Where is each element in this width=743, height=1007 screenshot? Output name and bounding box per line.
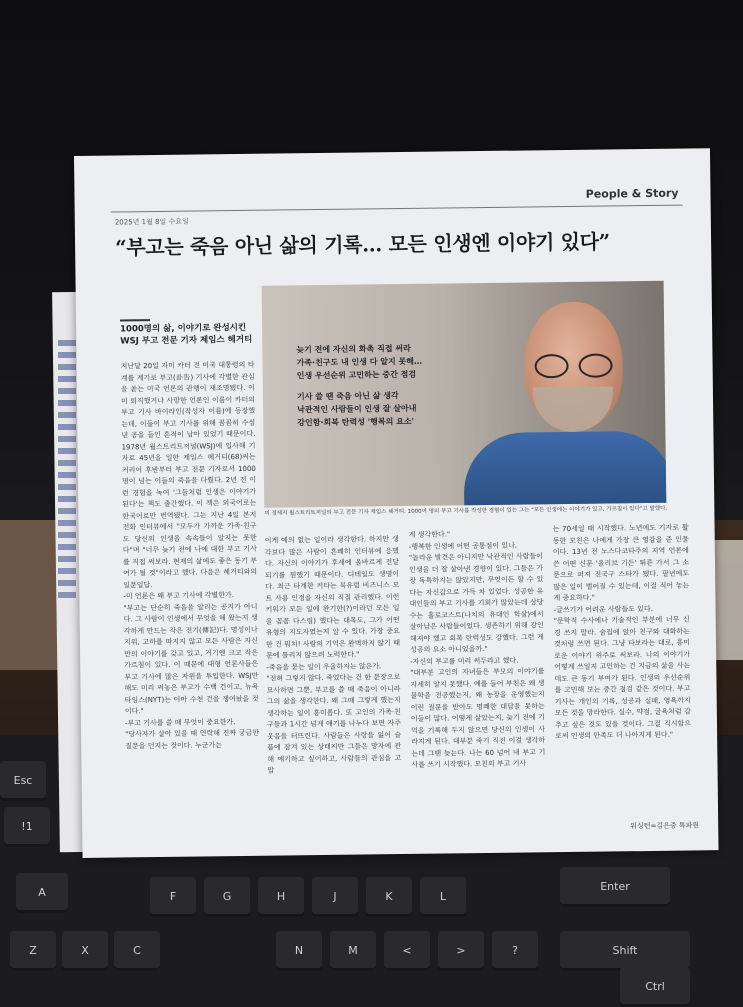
- key-c: C: [114, 931, 160, 971]
- subhead: [120, 322, 270, 348]
- column-1-intro: 지난달 20일 자미 카터 전 미국 대통령의 타계를 계기로 부고(訃告) 기사에 각별한 관심을 쏟는 미국 언론의 관행이 재조명됐다. 이미 퇴직했거나 사망한 언론인 이름이 카터의 부고 기사 바이라인(작성자 이름)에 등장했는데, 이들이 부고 기사를 위해 꼼꼼히 수십 년 공을 들인 흔적이 남아 있었기 때문이다. 1978년 월스트리트저널(WSJ)에 입사해 기자로 45년을 일한 제임스 헤거티(68)씨는 커리어 후반부터 부고 전문 기자로서 1000명이 넘는 이들의 죽음을 다뤘다. 2년 전 이런 경험을 녹여 '그들처럼 인생은 이야기가 된다'는 책도 출간했다. 이 책은 외국어로는 한국어로만 번역됐다. 그는 지난 4일 본지 전화 인터뷰에서 "모두가 가까운 가족·친구도 당신의 인생을 속속들이 알지는 못한다"며 "너무 늦기 전에 나에 대한 부고 기사를 직접 써보라. 현재의 삶에도 좋은 동기 부여가 될 것"이라고 했다. 다음은 헤거티와의 일문일답.: [120, 360, 258, 589]
- article-column-1: [121, 360, 260, 753]
- byline: 워싱턴=김은중 특파원: [630, 821, 700, 831]
- section-label: People & Story: [585, 186, 679, 201]
- key-1: !1: [4, 807, 50, 847]
- pullquote-2: [297, 388, 497, 429]
- key-slash: ?: [492, 931, 538, 971]
- article-column-2: [265, 534, 402, 777]
- issue-date: 2025년 1월 8일 수요일: [114, 217, 189, 227]
- key-n: N: [276, 931, 322, 971]
- headline: “부고는 죽음 아닌 삶의 기록… 모든 인생엔 이야기 있다”: [114, 229, 611, 260]
- question-4: -행복한 인생에 어떤 공통점이 있나.: [408, 541, 518, 551]
- header-rule: [111, 205, 683, 213]
- article-column-3: [409, 528, 546, 771]
- key-a: A: [16, 873, 68, 913]
- pullquote-1-line-3: 인생 우선순위 고민하는 중간 점검: [296, 369, 417, 381]
- portrait-beard: [533, 386, 614, 432]
- pullquote-2-line-1: 기사 쓸 땐 죽음 아닌 삶 생각: [296, 391, 399, 402]
- portrait-photo: [262, 281, 667, 508]
- key-h: H: [258, 877, 304, 917]
- pullquote-1: [296, 341, 496, 382]
- pullquote-2-line-2: 낙관적인 사람들이 인생 잘 살아내: [297, 403, 417, 415]
- pullquotes: [296, 341, 497, 437]
- subhead-bar: [120, 319, 150, 321]
- key-x: X: [62, 931, 108, 971]
- key-period: >: [438, 931, 484, 971]
- shelf-object: [0, 520, 60, 670]
- portrait-shirt: [463, 431, 666, 508]
- photo-caption: 미 경제지 월스트리트저널의 부고 전문 기자 제임스 헤거티. 1000여 명의 부고 기사를 작성한 경험이 있는 그는 "모든 인생에는 이야기가 있고, 가르침이 있다"고 말했다.: [264, 505, 668, 517]
- answer-4: "놀라운 발견은 아니지만 낙관적인 사람들이 인생을 더 잘 살아낸 경향이 있다. 그들은 가장 독특하지는 않았지만, 무엇이든 할 수 있다는 자신감으로 가득 차 있었다. 성공한 유대인들의 부고 기사를 기회가 많았는데 상당수는 홀로코스트(나치의 유대인 학살)에서 살아남은 사람들이었다. 생존하기 위해 강인해져야 했고 회복 탄력성도 강했다. 그런 게 성공의 요소 아니었을까.": [408, 552, 544, 654]
- pullquote-1-line-2: 가족·친구도 내 인생 다 알지 못해…: [296, 356, 423, 368]
- question-1: -미 언론은 왜 부고 기사에 각별한가.: [123, 591, 234, 601]
- newspaper-page: [74, 148, 719, 858]
- key-esc: Esc: [0, 761, 46, 801]
- question-5: -자신의 부고를 미리 써두라고 했다.: [410, 656, 519, 666]
- pullquote-1-line-1: 늦기 전에 자신의 화촉 직접 써라: [296, 343, 411, 355]
- answer-2-start: "당사자가 살아 있을 때 연락해 진짜 궁금한 질문을 던지는 것이다. 누군가는: [125, 728, 260, 750]
- key-l: L: [420, 877, 466, 917]
- glasses-icon: [528, 353, 618, 376]
- answer-3: "전혀 그렇지 않다. 죽었다는 건 한 문장으로 묘사하면 그뿐, 부고를 쓸 때 죽음이 아니라 그의 삶을 생각한다. 왜 그때 그렇게 했는지 생각하는 일이 흥미롭다. 또 고인의 가족·친구들과 1시간 넘게 얘기를 나누다 보면 자주 웃음을 터뜨린다. 사람들은 사랑을 잃어 슬픔에 잠겨 있는 상태지만 그들은 망자에 관해 얘기하고 싶어하고, 사람들의 관심을 고맙: [266, 673, 402, 775]
- answer-6: "문학적 수사에나 기술적인 부분에 너무 신경 쓰지 말라. 술집에 앉아 친구와 대화하는 것처럼 쓰면 된다. 그냥 타보라는 대로, 흥미로운 이야기 위주로 써보라. 나의 이야기가 어떻게 쓰일지 고민하는 건 지금의 삶을 사는 데도 큰 동기 부여가 된다. 인생의 우선순위를 고민해 보는 중간 점검 같은 것이다. 부고 기사는 개인의 기록, 성공과 실패, 영욕까지 모든 것을 망라한다. 실수, 약점, 굴욕처럼 감추고 싶은 것도 있을 것이다. 그걸 직시함으로써 인생의 만족도 더 나아지게 된다.": [553, 615, 692, 741]
- back-page-print-strip: [58, 340, 76, 600]
- key-g: G: [204, 877, 250, 917]
- key-f: F: [150, 877, 196, 917]
- answer-5: "대부분 고인의 자녀들은 부모의 이야기를 자세히 알지 못했다. 예를 들어 부친은 왜 생물학을 전공했는지, 왜 농장을 운영했는지 이런 질문을 받아도 명쾌한 대답을 못하는 이들이 많다. 어떻게 살았는지, 늦기 전에 기억을 기록해 두지 않으면 당신의 인생이 사라지게 된다. 대부분 죽기 직전 이걸 생각하는데 그땐 늦는다. 나는 60 넘어 내 부고 기사를 쓰기 시작했다. 모친의 부고 기사: [410, 667, 546, 769]
- answer-2-cont: 이게 예의 없는 일이라 생각한다. 하지만 생각보다 많은 사람이 흔쾌히 인터뷰에 응했다. 자신의 이야기가 후세에 올바르게 전달되기를 원했기 때문이다. 디테일도 생명이다. 최근 타계한 커타는 북유럽 비즈니스 모트 사용 인정을 자신의 직접 관리했다. 이런 키워가 모든 일에 완기한(?)이라던 모든 일을 꼼꼼 다스림) 했다는 대목도, 그가 어떤 유형의 지도자였는지 알 수 있다. 가장 중요한 건 뭐치! 사람의 기억은 완벽하지 않기 때문에 틀리지 않으려 노력한다.": [264, 535, 401, 660]
- subhead-line-2: WSJ 부고 전문 기자 제임스 헤거티: [120, 334, 253, 347]
- key-comma: <: [384, 931, 430, 971]
- answer-5-end: 는 70세일 때 시작했다. 노년에도 기자로 활동한 모친은 나에게 가장 큰 영감을 준 인물이다. 13년 전 노스다코타주의 지역 언론에 쓴 어떤 신문 '올리브 기든' 튀른 가서 그 소문으로 퍼져 전국구 스타가 됐다. 팔년에도 많은 일이 벌어질 수 있는데, 이걸 적어 놓는 게 중요하다.": [552, 523, 690, 603]
- key-z: Z: [10, 931, 56, 971]
- answer-3-end: 게 생각한다.": [408, 530, 451, 539]
- question-2: -부고 기사를 쓸 때 무엇이 중요한가.: [124, 717, 236, 727]
- key-ctrl: Ctrl: [620, 967, 690, 1007]
- key-j: J: [312, 877, 358, 917]
- subhead-line-1: 1000명의 삶, 이야기로 완성시킨: [120, 322, 247, 335]
- key-shift: Shift: [560, 931, 690, 971]
- key-enter: Enter: [560, 867, 670, 907]
- key-m: M: [330, 931, 376, 971]
- key-k: K: [366, 877, 412, 917]
- pullquote-2-line-3: 강인함·회복 탄력성 '행복의 요소': [297, 416, 415, 428]
- article-column-4: [553, 523, 692, 743]
- question-6: -글쓰기가 어려운 사람들도 있다.: [553, 604, 653, 614]
- question-3: -죽음을 묻는 일이 우울하지는 않은가.: [266, 661, 382, 672]
- answer-1: "부고는 단순히 죽음을 알리는 공지가 아니다. 그 사람이 인생에서 무엇을 해 왔는지 생각하게 만드는 작은 전기(傳記)다. 명성이나 지위, 고하를 따지지 않고 모든 사람은 자신만의 이야기를 갖고 있고, 거기엔 크고 작은 가르침이 있다. 이 때문에 대형 언론사들은 부고 기사에 많은 자원을 투입한다. WSJ만 해도 미리 써놓은 부고가 수백 건이고, 뉴욕타임스(NYT)는 이마 수천 건을 쟁여놨을 것이다.": [123, 602, 259, 716]
